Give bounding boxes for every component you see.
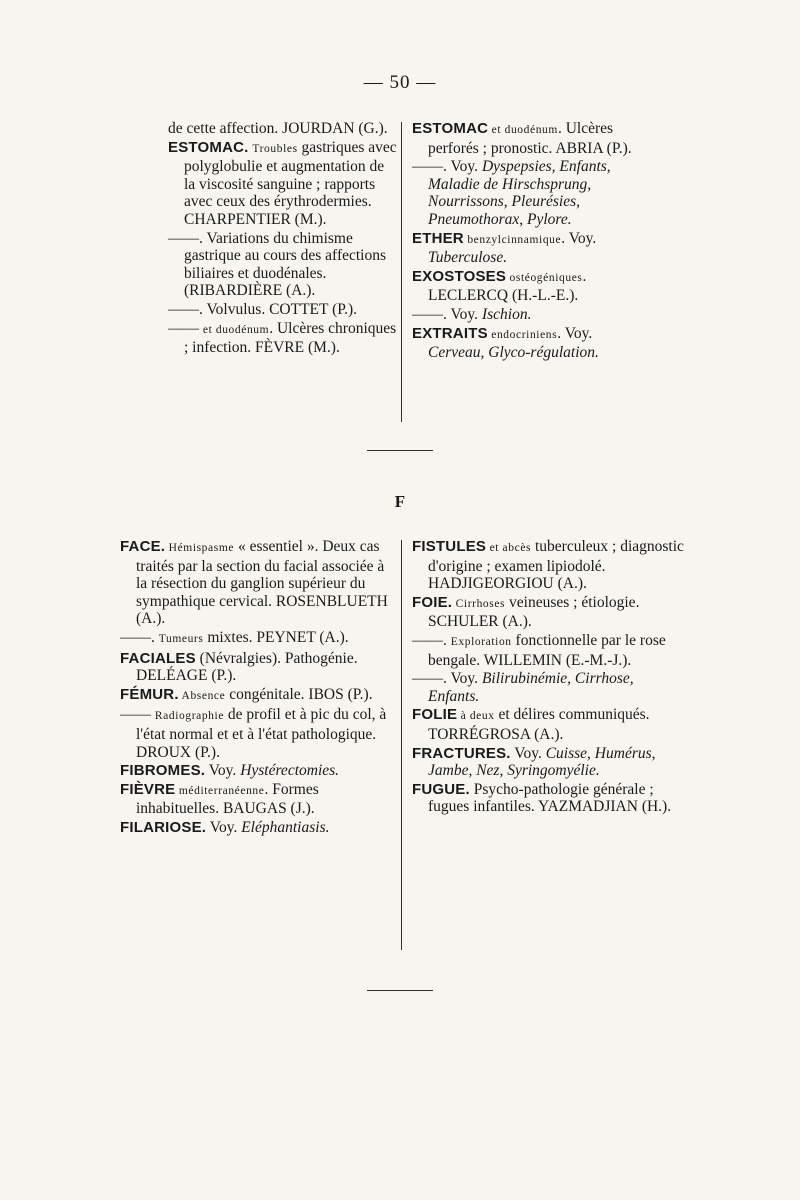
index-entry: FACIALES (Névralgies). Pathogénie. DELÉAGE (P.). <box>120 649 358 685</box>
bottom-left-column <box>120 538 394 838</box>
index-entry: FÉMUR. Absence congénitale. IBOS (P.). <box>120 685 373 703</box>
index-entry: EXOSTOSES ostéogéniques. LECLERCQ (H.-L.-E.). <box>412 267 587 305</box>
index-entry: FOLIE à deux et délires communiqués. TORRÉGROSA (A.). <box>412 706 650 743</box>
index-entry: EXTRAITS endocriniens. Voy. Cerveau, Glyco-régulation. <box>412 324 599 362</box>
index-entry: —— et duodénum. Ulcères chroniques ; infection. FÈVRE (M.). <box>168 319 397 357</box>
index-entry: ——. Volvulus. COTTET (P.). <box>168 300 358 318</box>
index-entry: FUGUE. Psycho-pathologie générale ; fugues infantiles. YAZMADJIAN (H.). <box>412 780 672 816</box>
index-entry: —— Radiographie de profil et à pic du col, à l'état normal et et à l'état pathologique. DROUX (P.). <box>120 706 387 761</box>
top-right-column <box>412 120 640 363</box>
index-entry: FRACTURES. Voy. Cuisse, Humérus, Jambe, Nez, Syringomyélie. <box>412 744 656 780</box>
index-entry: ——. Voy. Dyspepsies, Enfants, Maladie de Hirschsprung, Nourrissons, Pleurésies, Pneumothorax, Pylore. <box>412 158 611 228</box>
page-number: — 50 — <box>363 72 437 93</box>
index-entry: FIÈVRE méditerranéenne. Formes inhabituelles. BAUGAS (J.). <box>120 780 319 818</box>
index-entry: ETHER benzylcinnamique. Voy. Tuberculose. <box>412 229 597 267</box>
section-letter: F <box>394 492 406 511</box>
column-divider <box>401 540 402 950</box>
index-entry: de cette affection. JOURDAN (G.). <box>168 120 388 137</box>
index-entry: ——. Exploration fonctionnelle par le rose bengale. WILLEMIN (E.-M.-J.). <box>412 631 666 669</box>
index-entry: ——. Voy. Ischion. <box>412 305 532 323</box>
index-entry: ESTOMAC. Troubles gastriques avec polyglobulie et augmentation de la viscosité sanguine ; rapports avec ceux des érythrodermies. CHARPENTIER (M.). <box>168 138 397 228</box>
column-divider <box>401 122 402 422</box>
index-entry: FISTULES et abcès tuberculeux ; diagnostic d'origine ; examen lipiodolé. HADJIGEORGIOU (A.). <box>412 538 684 593</box>
index-entry: FACE. Hémispasme « essentiel ». Deux cas traités par la section du facial associée à la résection du ganglion supérieur du sympathique cervical. ROSENBLUETH (A.). <box>120 538 388 628</box>
index-entry: FIBROMES. Voy. Hystérectomies. <box>120 762 340 780</box>
index-entry: ——. Voy. Bilirubinémie, Cirrhose, Enfants. <box>412 670 634 705</box>
index-entry: ESTOMAC et duodénum. Ulcères perforés ; pronostic. ABRIA (P.). <box>412 120 632 157</box>
index-entry: ——. Variations du chimisme gastrique au cours des affections biliaires et duodénales. (RIBARDIÈRE (A.). <box>168 229 387 300</box>
bottom-right-column <box>412 538 684 817</box>
index-entry: FILARIOSE. Voy. Eléphantiasis. <box>120 818 330 836</box>
top-left-column <box>168 120 398 358</box>
index-entry: ——. Tumeurs mixtes. PEYNET (A.). <box>120 628 349 646</box>
index-entry: FOIE. Cirrhoses veineuses ; étiologie. SCHULER (A.). <box>412 593 640 631</box>
section-separator <box>367 450 433 451</box>
page-end-rule <box>367 990 433 991</box>
